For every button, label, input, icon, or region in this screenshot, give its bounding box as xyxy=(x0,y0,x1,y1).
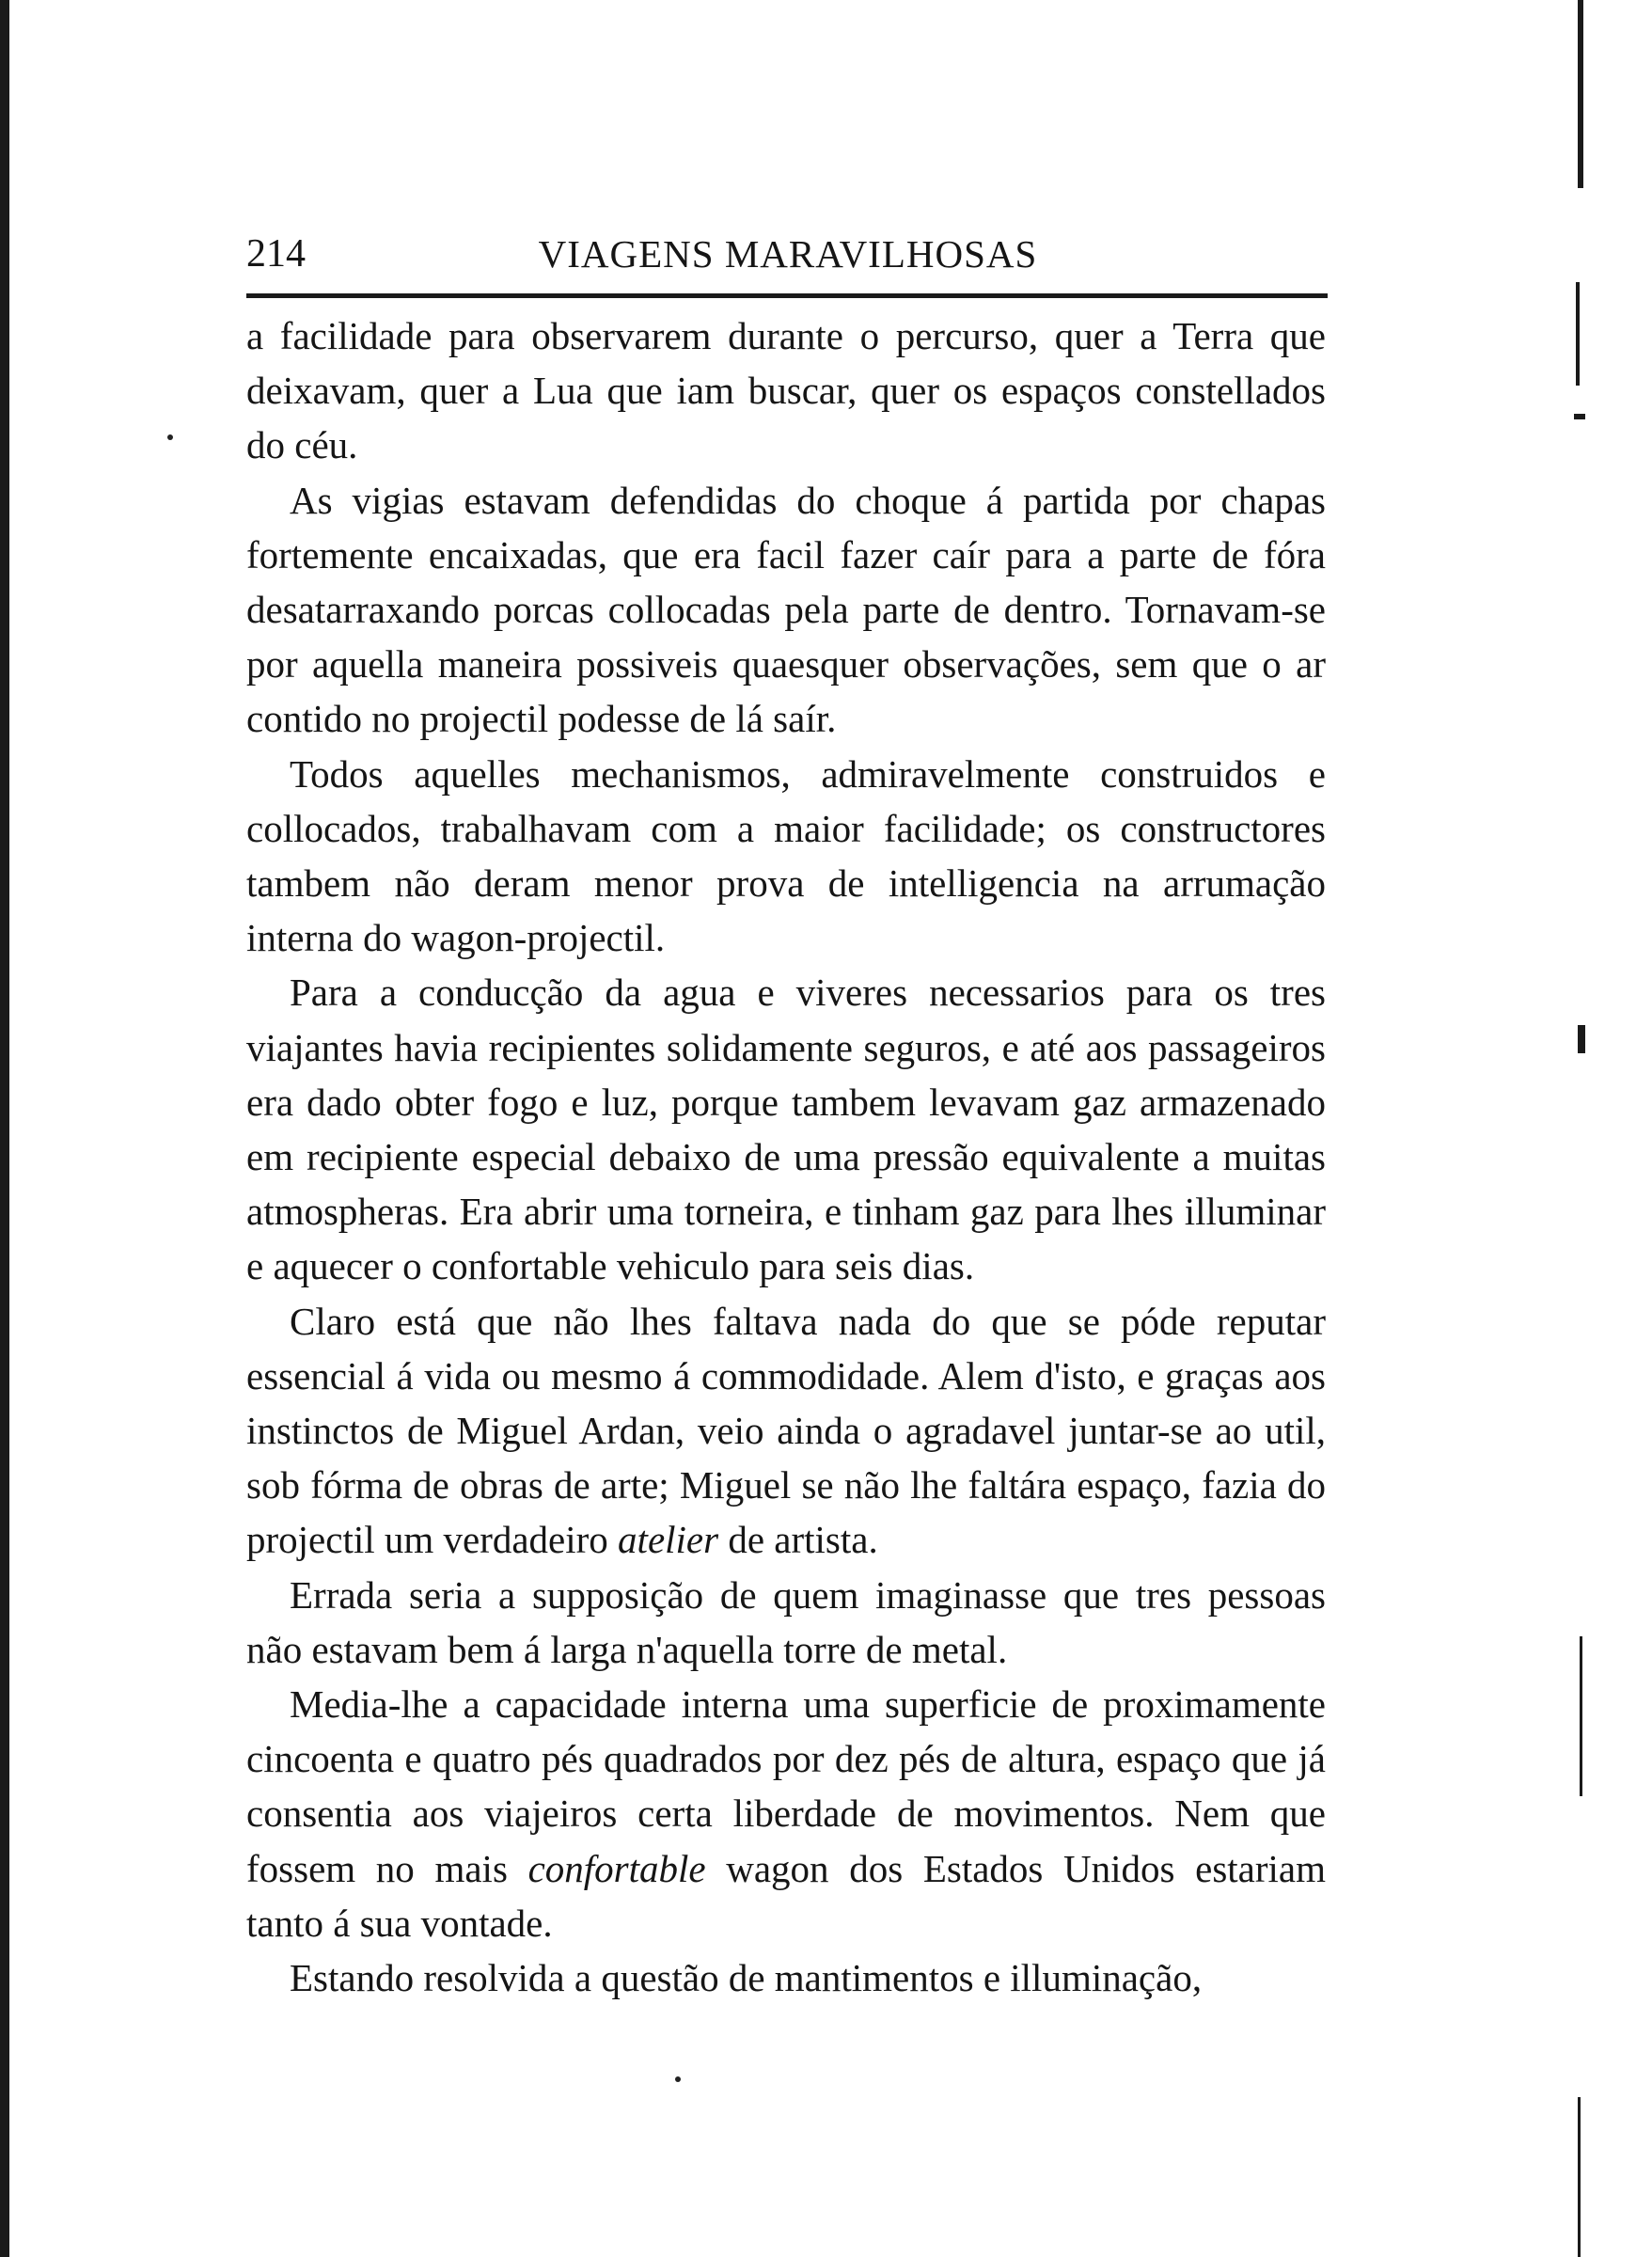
margin-mark xyxy=(1578,2097,1581,2257)
page-header xyxy=(246,226,1329,282)
paragraph-7 xyxy=(246,1677,1326,1950)
paragraph-4 xyxy=(246,965,1326,1293)
italic-term: atelier xyxy=(618,1518,719,1562)
stray-mark xyxy=(675,2076,681,2082)
text-segment: Estando resolvida a questão de mantimentos e illuminação, xyxy=(290,1956,1203,2000)
paragraph-5 xyxy=(246,1294,1326,1568)
paragraph-6 xyxy=(246,1568,1326,1677)
text-segment: Claro está que não lhes faltava nada do que se póde reputar essencial á vida ou mesmo á commodidade. Alem d'isto, e graças aos instinctos de Miguel Ardan, veio ainda o agradavel juntar-se ao util, sob fórma de obras de arte; Miguel se não lhe faltára espaço, fazia do projectil um verdadeiro xyxy=(246,1299,1326,1562)
page-number: 214 xyxy=(246,232,306,276)
margin-mark xyxy=(1578,0,1583,188)
italic-term: confortable xyxy=(527,1846,706,1890)
margin-mark xyxy=(1576,282,1580,386)
paragraph-2 xyxy=(246,473,1326,747)
stray-mark xyxy=(167,434,173,440)
paragraph-1 xyxy=(246,308,1326,473)
body-text xyxy=(246,308,1326,2005)
text-segment: a facilidade para observarem durante o percurso, quer a Terra que deixavam, quer a Lua que iam buscar, quer os espaços constellados do céu. xyxy=(246,314,1326,467)
text-segment: Errada seria a supposição de quem imaginasse que tres pessoas não estavam bem á larga n'aquella torre de metal. xyxy=(246,1572,1326,1671)
margin-mark xyxy=(1578,1025,1585,1053)
margin-mark xyxy=(1580,1636,1582,1796)
header-rule xyxy=(246,293,1328,298)
margin-mark xyxy=(1574,414,1585,419)
running-title: VIAGENS MARAVILHOSAS xyxy=(538,232,1038,276)
page-right-edge xyxy=(1576,0,1652,2257)
paragraph-3 xyxy=(246,747,1326,966)
text-segment: wagon dos Estados Unidos estariam tanto á sua vontade. xyxy=(246,1846,1327,1945)
text-segment: de artista. xyxy=(718,1518,878,1562)
page-left-edge xyxy=(0,0,9,2257)
text-segment: Para a conducção da agua e viveres necessarios para os tres viajantes havia recipientes solidamente seguros, e até aos passageiros era dado obter fogo e luz, porque tambem levavam gaz armazenado em recipiente especial debaixo de uma pressão equivalente a muitas atmospheras. Era abrir uma torneira, e tinham gaz para lhes illuminar e aquecer o confortable vehiculo para seis dias. xyxy=(246,971,1326,1288)
text-segment: Todos aquelles mechanismos, admiravelmente construidos e collocados, trabalhavam com a maior facilidade; os constructores tambem não deram menor prova de intelligencia na arrumação interna do wagon-projectil. xyxy=(246,751,1326,960)
paragraph-8 xyxy=(246,1950,1326,2005)
text-segment: As vigias estavam defendidas do choque á partida por chapas fortemente encaixadas, que era facil fazer caír para a parte de fóra desatarraxando porcas collocadas pela parte de dentro. Tornavam-se por aquella maneira possiveis quaesquer observações, sem que o ar contido no projectil podesse de lá saír. xyxy=(246,478,1326,741)
text-segment: Media-lhe a capacidade interna uma superficie de proximamente cincoenta e quatro pés quadrados por dez pés de altura, espaço que já consentia aos viajeiros certa liberdade de movimentos. Nem que fossem no mais xyxy=(246,1682,1326,1890)
